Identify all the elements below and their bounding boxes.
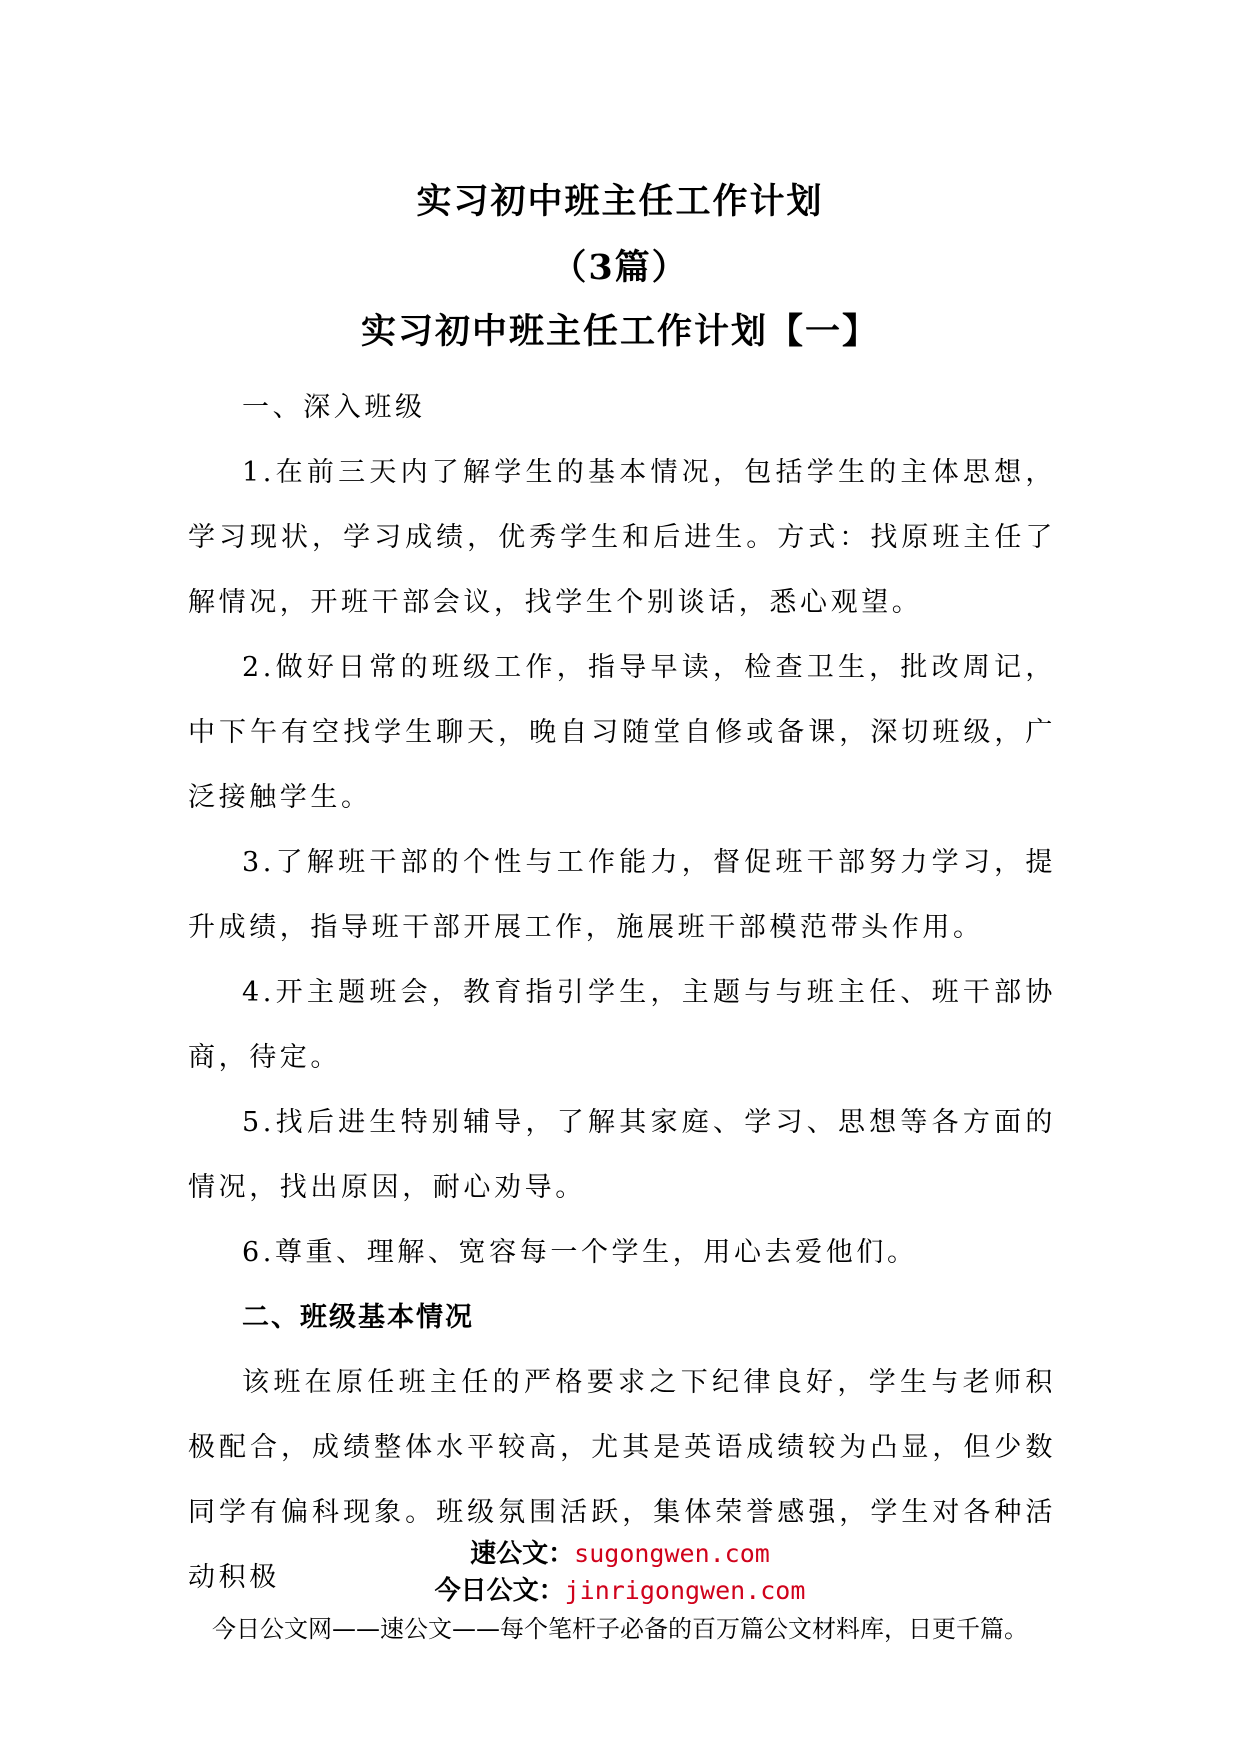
footer-line-sugongwen: [0, 1541, 1240, 1567]
document-body: [188, 375, 1056, 1610]
paragraph: 4.开主题班会，教育指引学生，主题与与班主任、班干部协商，待定。: [188, 977, 1056, 1073]
paragraph: 一、深入班级: [242, 392, 426, 423]
paragraph: 6.尊重、理解、宽容每一个学生，用心去爱他们。: [242, 1237, 918, 1268]
paragraph: 1.在前三天内了解学生的基本情况，包括学生的主体思想，学习现状，学习成绩，优秀学生和后进生。方式：找原班主任了解情况，开班干部会议，找学生个别谈话，悉心观望。: [188, 457, 1056, 618]
section-heading: 二、班级基本情况: [242, 1302, 474, 1333]
document-title: 实习初中班主任工作计划: [416, 181, 824, 222]
paragraph: 3.了解班干部的个性与工作能力，督促班干部努力学习，提升成绩，指导班干部开展工作，施展班干部模范带头作用。: [188, 847, 1056, 943]
footer-link-jinrigongwen[interactable]: jinrigongwen.com: [564, 1576, 806, 1605]
footer-tagline: 今日公文网——速公文——每个笔杆子必备的百万篇公文材料库，日更千篇。: [212, 1615, 1028, 1643]
document-subtitle: （3篇）: [551, 247, 689, 288]
section-title: 实习初中班主任工作计划【一】: [360, 311, 879, 352]
footer-label: 速公文：: [470, 1539, 575, 1569]
paragraph: 5.找后进生特别辅导，了解其家庭、学习、思想等各方面的情况，找出原因，耐心劝导。: [188, 1107, 1056, 1203]
footer-link-sugongwen[interactable]: sugongwen.com: [574, 1539, 770, 1568]
paragraph: 该班在原任班主任的严格要求之下纪律良好，学生与老师积极配合，成绩整体水平较高，尤其是英语成绩较为凸显，但少数同学有偏科现象。班级氛围活跃，集体荣誉感强，学生对各种活动积极: [188, 1367, 1056, 1593]
paragraph: 2.做好日常的班级工作，指导早读，检查卫生，批改周记，中下午有空找学生聊天，晚自习随堂自修或备课，深切班级，广泛接触学生。: [188, 652, 1056, 813]
footer-line-jinrigongwen: [0, 1578, 1240, 1604]
footer-label: 今日公文：: [434, 1576, 565, 1606]
